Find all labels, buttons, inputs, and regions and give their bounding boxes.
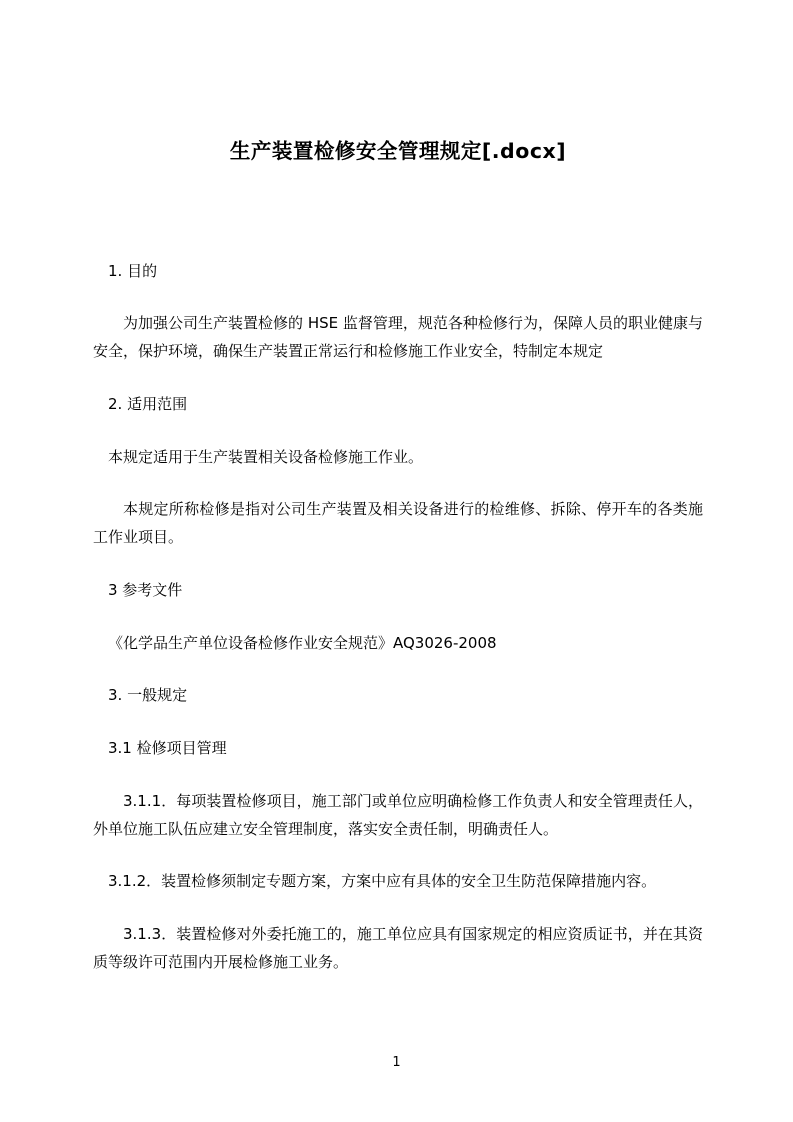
- document-paragraphs: [93, 258, 703, 977]
- page-title: 生产装置检修安全管理规定[.docx]: [229, 139, 567, 163]
- document-body: [93, 0, 703, 1002]
- paragraph-clause-3-1-3: 3.1.3．装置检修对外委托施工的，施工单位应具有国家规定的相应资质证书，并在其资质等级许可范围内开展检修施工业务。: [93, 925, 703, 971]
- paragraph-project-management-heading: 3.1 检修项目管理: [108, 739, 227, 758]
- paragraph-references-item: 《化学品生产单位设备检修作业安全规范》AQ3026-2008: [108, 633, 497, 652]
- paragraph-clause-3-1-2: 3.1.2．装置检修须制定专题方案，方案中应有具体的安全卫生防范保障措施内容。: [108, 872, 657, 891]
- paragraph-general-heading: 3. 一般规定: [108, 686, 188, 705]
- paragraph-references-heading: 3 参考文件: [108, 580, 183, 599]
- paragraph-purpose-body: 为加强公司生产装置检修的 HSE 监督管理，规范各种检修行为，保障人员的职业健康与安全，保护环境，确保生产装置正常运行和检修施工作业安全，特制定本规定: [93, 314, 703, 361]
- paragraph-clause-3-1-1: 3.1.1．每项装置检修项目，施工部门或单位应明确检修工作负责人和安全管理责任人，外单位施工队伍应建立安全管理制度，落实安全责任制，明确责任人。: [93, 791, 703, 838]
- paragraph-scope-heading: 2. 适用范围: [108, 394, 188, 413]
- paragraph-purpose-heading: 1. 目的: [108, 261, 158, 280]
- paragraph-scope-body-1: 本规定适用于生产装置相关设备检修施工作业。: [108, 447, 424, 466]
- page-number: 1: [392, 1055, 401, 1070]
- paragraph-scope-body-2: 本规定所称检修是指对公司生产装置及相关设备进行的检维修、拆除、停开车的各类施工作业项目。: [93, 500, 703, 547]
